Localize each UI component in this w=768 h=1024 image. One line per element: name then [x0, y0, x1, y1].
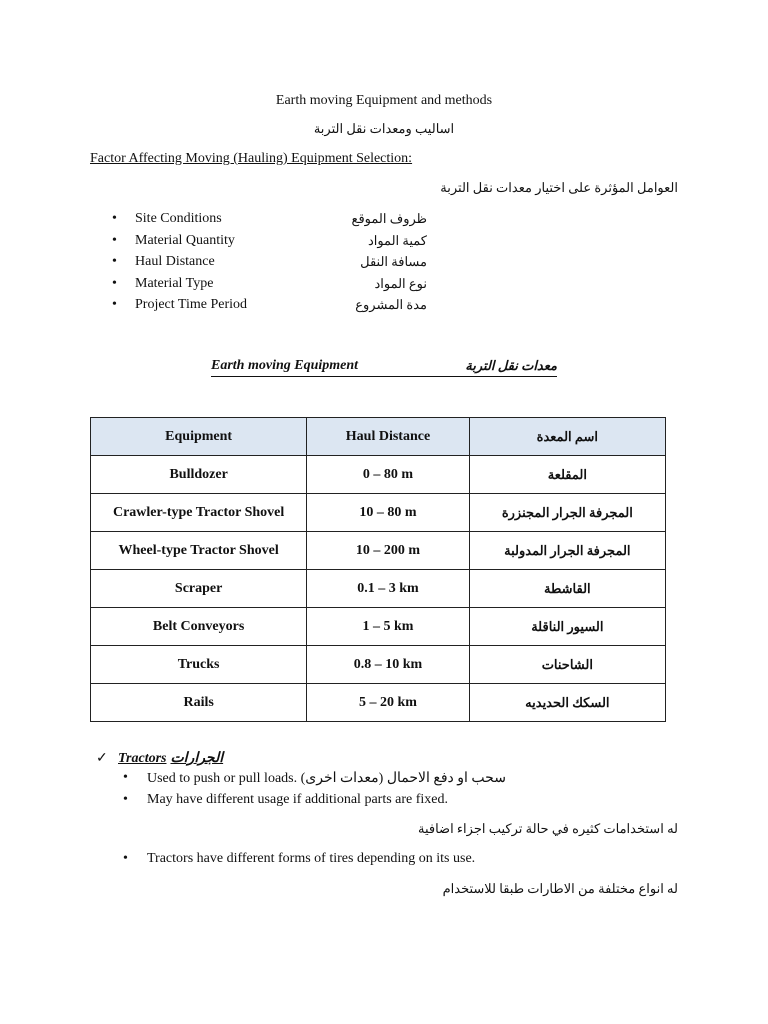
- factor-label: Material Type: [135, 275, 214, 291]
- bullet-icon: •: [123, 851, 128, 866]
- tractor-point-text: Used to push or pull loads. (سحب او دفع الاحمال (معدات اخرى: [147, 771, 506, 786]
- bullet-icon: •: [112, 232, 117, 248]
- tractor-point-text: Tractors have different forms of tires depending on its use.: [147, 851, 476, 866]
- factor-label-arabic: مدة المشروع: [355, 297, 427, 312]
- bullet-icon: •: [112, 297, 117, 312]
- factors-heading: Factor Affecting Moving (Hauling) Equipment Selection:: [90, 151, 413, 166]
- document-title: Earth moving Equipment and methods: [275, 93, 493, 108]
- cell-haul-distance: 5 – 20 km: [307, 684, 469, 722]
- list-item: [112, 211, 432, 233]
- cell-equipment-arabic: السيور الناقلة: [469, 608, 665, 646]
- cell-haul-distance: 0 – 80 m: [307, 456, 469, 494]
- table-row: [91, 532, 666, 570]
- cell-equipment: Trucks: [91, 646, 307, 684]
- list-item: [112, 297, 432, 319]
- cell-equipment-arabic: المجرفة الجرار المجنزرة: [469, 494, 665, 532]
- list-item: [112, 276, 432, 298]
- list-item: [112, 254, 432, 276]
- list-item: [112, 233, 432, 255]
- column-header-haul-distance: Haul Distance: [307, 418, 469, 456]
- bullet-icon: •: [112, 211, 117, 226]
- equipment-section-heading: [211, 358, 557, 377]
- cell-haul-distance: 10 – 80 m: [307, 494, 469, 532]
- tractors-label-arabic: الجرارات: [170, 751, 224, 766]
- cell-equipment-arabic: المجرفة الجرار المدولبة: [469, 532, 665, 570]
- table-row: [91, 456, 666, 494]
- tractor-point-arabic: له انواع مختلفة من الاطارات طبقا للاستخدام: [442, 881, 678, 896]
- factor-label-arabic: ظروف الموقع: [351, 211, 427, 226]
- cell-equipment: Crawler-type Tractor Shovel: [91, 494, 307, 532]
- checkmark-icon: ✓: [96, 751, 108, 766]
- factor-label: Haul Distance: [135, 254, 215, 269]
- factor-label: Material Quantity: [135, 232, 235, 248]
- cell-haul-distance: 0.8 – 10 km: [307, 646, 469, 684]
- cell-equipment-arabic: السكك الحديديه: [469, 684, 665, 722]
- table-row: [91, 646, 666, 684]
- cell-equipment-arabic: الشاحنات: [469, 646, 665, 684]
- column-header-equipment: Equipment: [91, 418, 307, 456]
- cell-haul-distance: 10 – 200 m: [307, 532, 469, 570]
- tractor-point-arabic: له استخدامات كثيره في حالة تركيب اجزاء اضافية: [417, 821, 678, 836]
- cell-equipment-arabic: القاشطة: [469, 570, 665, 608]
- factor-label: Site Conditions: [135, 211, 222, 226]
- table-row: [91, 684, 666, 722]
- cell-equipment: Rails: [91, 684, 307, 722]
- table-row: [91, 494, 666, 532]
- cell-equipment: Scraper: [91, 570, 307, 608]
- tractor-point-text: May have different usage if additional parts are fixed.: [147, 792, 449, 807]
- factor-label-arabic: مسافة النقل: [360, 254, 427, 269]
- cell-haul-distance: 1 – 5 km: [307, 608, 469, 646]
- factors-heading-arabic: العوامل المؤثرة على اختيار معدات نقل التربة: [440, 180, 678, 195]
- equipment-table: [90, 417, 666, 722]
- bullet-icon: •: [123, 770, 128, 785]
- equipment-heading-label: Earth moving Equipment: [211, 358, 359, 373]
- factor-label-arabic: كمية المواد: [367, 232, 427, 248]
- tractors-heading-label: [118, 750, 223, 767]
- bullet-icon: •: [123, 792, 128, 807]
- table-row: [91, 570, 666, 608]
- cell-equipment: Belt Conveyors: [91, 608, 307, 646]
- cell-equipment: Bulldozer: [91, 456, 307, 494]
- document-title-arabic: اساليب ومعدات نقل التربة: [313, 121, 455, 136]
- factors-list: [112, 211, 432, 319]
- cell-equipment-arabic: المقلعة: [469, 456, 665, 494]
- factor-label-arabic: نوع المواد: [374, 275, 427, 291]
- cell-haul-distance: 0.1 – 3 km: [307, 570, 469, 608]
- factor-label: Project Time Period: [135, 297, 248, 312]
- equipment-heading-label-arabic: معدات نقل التربة: [465, 358, 557, 373]
- bullet-icon: •: [112, 254, 117, 269]
- table-row: [91, 608, 666, 646]
- cell-equipment: Wheel-type Tractor Shovel: [91, 532, 307, 570]
- table-header-row: [91, 418, 666, 456]
- tractors-label: Tractors: [118, 751, 167, 766]
- column-header-equipment-arabic: اسم المعدة: [469, 418, 665, 456]
- bullet-icon: •: [112, 275, 117, 291]
